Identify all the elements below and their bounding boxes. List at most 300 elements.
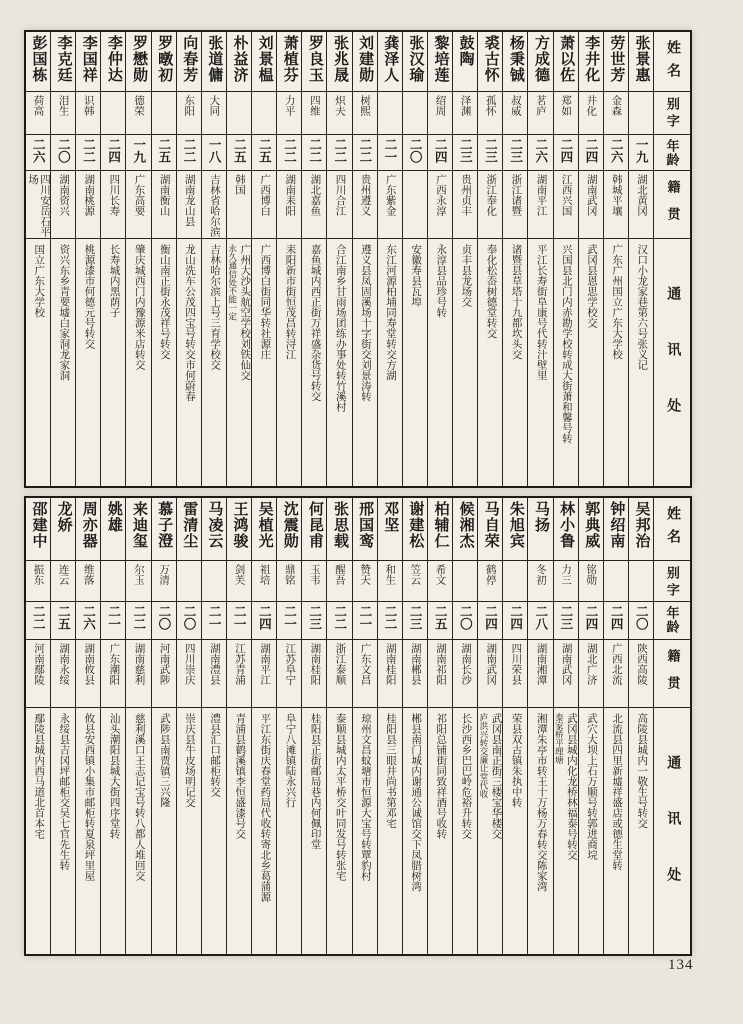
person-name: 罗良玉 [306,35,323,83]
person-name: 朱旭宾 [507,501,524,549]
native-place: 湖北黄冈 [635,174,647,216]
courtesy-name: 醒吾 [333,564,345,585]
address: 永绥县吉冈坪邮柜交吴七官先生转 [58,713,70,871]
age: 二二 [131,605,146,630]
native-place: 广西永淳 [434,174,446,216]
age: 二六 [609,138,624,163]
person-column [276,498,301,954]
age: 二六 [533,138,548,163]
person-name: 张汉瑜 [407,35,424,83]
person-name: 邵建中 [30,501,47,549]
address: 广西博白街同华转社源庄 [259,244,271,360]
age: 二二 [332,605,347,630]
column-headers [653,498,690,954]
person-column [251,32,276,486]
courtesy-name: 祖培 [258,564,270,585]
person-name: 李克廷 [55,35,72,83]
courtesy-name: 郑如 [560,95,572,116]
address: 慈利溪口王志记宝号转八都人堆回交 [133,713,145,881]
person-name: 慕子澄 [156,501,173,549]
native-place: 湖南湘潭 [535,643,547,685]
address: 湘潭朱亭市转王十万杨万春转交陈家湾 [535,713,547,892]
address: 荣县双古镇朱执中转 [510,713,522,808]
person-column [326,498,351,954]
page-number: 134 [668,957,694,973]
person-name: 李仲达 [105,35,122,83]
address: 广州大沙头航空学校刘铁仙交 永久通信处不能一定 [227,244,251,381]
age: 一八 [207,138,222,163]
courtesy-name: 井化 [585,95,597,116]
age: 二六 [31,138,46,163]
address: 高陵县城内一敬生号转交 [636,713,648,829]
age: 二一 [207,605,222,630]
person-column [125,498,150,954]
courtesy-name: 笠云 [409,564,421,585]
native-place: 广东高要 [133,174,145,216]
native-place: 广西北流 [610,643,622,685]
native-place: 湖南武冈 [585,174,597,216]
native-place: 浙江泰顺 [334,643,346,685]
person-name: 吴植光 [256,501,273,549]
person-column [50,32,75,486]
courtesy-name: 荷高 [32,95,44,116]
native-place: 河南武陟 [158,643,170,685]
courtesy-name: 玉韦 [308,564,320,585]
person-column [603,498,628,954]
courtesy-name: 泽渊 [459,95,471,116]
age: 二〇 [458,605,473,630]
person-column [26,498,50,954]
age: 二三 [307,605,322,630]
address-note: 庐洪兴转交廉让堂代收 [478,713,489,798]
address: 北流县四里新墟祥盛店或德生堂转 [611,713,623,871]
person-column [452,32,477,486]
person-name: 方成德 [532,35,549,83]
age: 二三 [408,605,423,630]
header-native-place: 籍贯 [665,649,681,703]
age: 二二 [282,138,297,163]
person-name: 龚泽人 [382,35,399,83]
person-column [100,32,125,486]
person-column [151,498,176,954]
person-column [603,32,628,486]
native-place: 湖南武冈 [560,643,572,685]
header-contact-address: 通讯处 [665,286,681,454]
courtesy-name: 连云 [57,564,69,585]
person-column [502,32,527,486]
native-place: 广西博白 [259,174,271,216]
person-column [326,32,351,486]
age: 二一 [382,138,397,163]
header-age: 年龄 [664,606,680,634]
person-name: 姚雄 [105,501,122,533]
native-place: 湖南澧县 [208,643,220,685]
address: 龙山洗车公茂四宝号转交市何蔚春 [183,244,195,402]
person-name: 罗懋勋 [130,35,147,83]
courtesy-name: 铭勋 [585,564,597,585]
age: 一九 [131,138,146,163]
native-place: 湖南桂阳 [309,643,321,685]
age: 二五 [433,605,448,630]
person-column [628,498,653,954]
courtesy-name: 维落 [82,564,94,585]
person-column [201,498,226,954]
age: 二〇 [56,138,71,163]
courtesy-name: 力三 [560,564,572,585]
courtesy-name: 孤怀 [484,95,496,116]
courtesy-name: 大同 [208,95,220,116]
native-place: 湖南永绥 [58,643,70,685]
person-column [151,32,176,486]
person-name: 萧植芬 [281,35,298,83]
person-column [553,498,578,954]
address: 东江河源柏埔同寿堂转交方湖 [384,244,396,381]
person-name: 刘景榅 [256,35,273,83]
address: 肇庆城西门内豫源米店转交 [133,244,145,370]
courtesy-name: 金森 [610,95,622,116]
age: 二〇 [156,605,171,630]
person-name: 鼓陶 [457,35,474,67]
address: 平江长寿街阜康号代转汁壁里 [535,244,547,381]
age: 二五 [56,605,71,630]
native-place: 湖南慈利 [133,643,145,685]
person-name: 杨秉铖 [507,35,524,83]
courtesy-name: 树熙 [359,95,371,116]
person-name: 张道傭 [206,35,223,83]
address: 奉化松岙树德堂转交 [485,244,497,339]
address: 桂阳县正街邮局巷内何佩印堂 [309,713,321,850]
person-name: 李井化 [583,35,600,83]
address: 武穴大坝上石万顺号转郭进商垸 [585,713,597,860]
native-place: 广东潮阳 [108,643,120,685]
person-column [226,32,251,486]
person-name: 李国祥 [80,35,97,83]
person-column [377,498,402,954]
native-place: 湖南平江 [535,174,547,216]
courtesy-name: 炽夫 [333,95,345,116]
native-place: 河南鄢陵 [32,643,44,685]
person-column [477,498,502,954]
courtesy-name: 识韩 [82,95,94,116]
person-name: 马凌云 [206,501,223,549]
person-column [176,498,201,954]
address: 诸暨县草塔十九都坎头交 [510,244,522,360]
courtesy-name: 德荣 [132,95,144,116]
person-column [427,32,452,486]
age: 二四 [483,605,498,630]
age: 二四 [508,605,523,630]
age: 二四 [558,138,573,163]
age: 二四 [106,138,121,163]
directory-table-upper [24,30,692,488]
address: 桃源漆市何德元号转交 [83,244,95,349]
age: 一九 [634,138,649,163]
age: 二〇 [181,605,196,630]
age: 二二 [307,138,322,163]
person-name: 钟绍南 [608,501,625,549]
age: 二四 [583,138,598,163]
address: 贞丰县龙场交 [460,244,472,307]
native-place: 江苏青浦 [233,643,245,685]
address: 长沙西乡巴巴岭危裕升转交 [460,713,472,839]
person-name: 张思载 [331,501,348,549]
address: 遵义县凤固溪场十字街交刘景涛转 [359,244,371,402]
age: 二三 [458,138,473,163]
address: 崇庆县牛皮场明记交 [183,713,195,808]
courtesy-name: 剑芙 [233,564,245,585]
person-column [100,498,125,954]
age: 二三 [558,605,573,630]
person-column [578,32,603,486]
person-column [402,498,427,954]
header-courtesy-name: 别字 [664,566,680,600]
age: 二四 [609,605,624,630]
native-place: 湖北嘉鱼 [309,174,321,216]
age: 二一 [232,605,247,630]
address: 衡山南正街永茂祥号转交 [158,244,170,360]
address: 郴县南门城内谢通公诚馆交下凤腊树湾 [410,713,422,892]
person-column [402,32,427,486]
address: 武冈县南正街三楼宝华楼交 庐洪兴转交廉让堂代收 [478,713,502,839]
age: 二二 [382,605,397,630]
address: 广东广州国立广东大学校 [611,244,623,360]
address: 汕头潮阳县城大街四序堂转 [108,713,120,839]
address: 泰顺县城内太平桥交叶同发号转张宅 [334,713,346,881]
courtesy-name: 和生 [384,564,396,585]
directory-table-lower [24,496,692,956]
person-name: 裘古怀 [482,35,499,83]
person-column [50,498,75,954]
courtesy-name: 东阳 [183,95,195,116]
address: 桂阳县三眼井尚书第邓宅 [384,713,396,829]
native-place: 韩国 [233,174,245,195]
address: 武陟县南贾镇三兴隆 [158,713,170,808]
age: 二四 [257,605,272,630]
courtesy-name: 希文 [434,564,446,585]
age: 二五 [257,138,272,163]
age: 二二 [31,605,46,630]
age: 二四 [433,138,448,163]
address: 嘉鱼城内西正街万祥盛杂货号转交 [309,244,321,402]
address: 攸县安西镇小集市邮柜转夏泉坪里屋 [83,713,95,881]
person-name: 王鸿骏 [231,501,248,549]
address: 琼州文昌蚊塘市恒源大宝号转覃豹村 [359,713,371,881]
age: 二一 [357,605,372,630]
header-name: 姓名 [665,506,680,552]
person-name: 候湘杰 [457,501,474,549]
person-name: 张兆晟 [331,35,348,83]
person-name: 向春芳 [181,35,198,83]
person-column [125,32,150,486]
person-name: 周亦器 [80,501,97,549]
person-name: 萧以佐 [558,35,575,83]
person-name: 马扬 [532,501,549,533]
address: 阜宁八滩镇陆永兴行 [284,713,296,808]
native-place: 江西兴国 [560,174,572,216]
person-name: 马自荣 [482,501,499,549]
courtesy-name: 鹤停 [484,564,496,585]
native-place: 四川荣县 [510,643,522,685]
header-contact-address: 通讯处 [665,755,681,923]
person-name: 吴邦治 [633,501,650,549]
native-place: 湖南桂阳 [384,643,396,685]
person-column [201,32,226,486]
age: 二五 [156,138,171,163]
courtesy-name: 振东 [32,564,44,585]
person-column [578,498,603,954]
native-place: 广东紫金 [384,174,396,216]
address: 祁阳总铺街同致祥酒号收转 [435,713,447,839]
header-native-place: 籍贯 [665,180,681,234]
address: 国立广东大学校 [33,244,45,318]
age: 二〇 [408,138,423,163]
courtesy-name: 力平 [283,95,295,116]
person-name: 邢国鸾 [357,501,374,549]
courtesy-name: 鼎铭 [283,564,295,585]
age: 二四 [583,605,598,630]
native-place: 吉林省哈尔滨 [208,174,220,237]
native-place: 湖南龙山县 [183,174,195,227]
age: 二一 [282,605,297,630]
age: 二六 [81,605,96,630]
column-headers [653,32,690,486]
address: 永淳县品珍号转 [435,244,447,318]
native-place: 浙江诸暨 [510,174,522,216]
courtesy-name: 四维 [308,95,320,116]
address: 安徽寿县瓦埠 [410,244,422,307]
header-courtesy-name: 别字 [664,97,680,131]
address: 耒阳新市街恒茂昌转浔江 [284,244,296,360]
person-column [176,32,201,486]
person-name: 黎培莲 [432,35,449,83]
native-place: 贵州遵义 [359,174,371,216]
person-name: 刘建勋 [357,35,374,83]
native-place: 陕西高陵 [635,643,647,685]
age: 二二 [181,138,196,163]
courtesy-name: 万清 [158,564,170,585]
native-place: 四川崇庆 [183,643,195,685]
person-name: 朴益济 [231,35,248,83]
courtesy-name: 茗庐 [534,95,546,116]
age: 二一 [106,605,121,630]
native-place: 湖南耒阳 [284,174,296,216]
person-column [251,498,276,954]
native-place: 湖南桃源 [83,174,95,216]
person-name: 林小鲁 [558,501,575,549]
person-column [226,498,251,954]
address: 吉林哈尔滨上号三育学校交 [209,244,221,370]
native-place: 韩城平壤 [610,174,622,216]
native-place: 湖南长沙 [460,643,472,685]
person-column [628,32,653,486]
courtesy-name: 尔玉 [132,564,144,585]
address: 资兴东乡青要墟白家洞龙家洞 [58,244,70,381]
native-place: 四川安岳石平场 [26,174,50,237]
person-name: 郭典威 [583,501,600,549]
person-column [527,32,552,486]
age: 二〇 [634,605,649,630]
person-name: 谢建松 [407,501,424,549]
person-column [352,498,377,954]
person-column [527,498,552,954]
age: 二三 [483,138,498,163]
native-place: 湖南祁阳 [434,643,446,685]
native-place: 湖南武冈 [485,643,497,685]
person-column [553,32,578,486]
native-place: 湖南平江 [259,643,271,685]
address: 澧县汇口邮柜转交 [209,713,221,797]
person-column [377,32,402,486]
address: 兴国县北门内赤勘学校转成大街萧和馨号转 [560,244,572,444]
native-place: 湖南资兴 [58,174,70,216]
person-column [427,498,452,954]
courtesy-name: 叔威 [509,95,521,116]
address: 鄢陵县城内西马道北首本宅 [33,713,45,839]
address: 长寿城内黑荫子 [108,244,120,318]
person-name: 来迪玺 [130,501,147,549]
native-place: 湖北广济 [585,643,597,685]
courtesy-name: 冬初 [534,564,546,585]
address: 汉口小龙家巷第六号张义记 [636,244,648,370]
person-name: 何昆甫 [306,501,323,549]
age: 二三 [508,138,523,163]
age: 二八 [533,605,548,630]
courtesy-name: 泪生 [57,95,69,116]
native-place: 四川长寿 [108,174,120,216]
address: 青浦县鹤溪镇李恒盛漆号交 [234,713,246,839]
address: 武冈县恩思学校交 [585,244,597,328]
header-name: 姓名 [665,40,680,86]
address-note: 泰家桥平理塘 [554,713,565,764]
person-column [352,32,377,486]
age: 二二 [332,138,347,163]
person-column [502,498,527,954]
address: 合江南乡甘雨场团练办事处转竹溪村 [334,244,346,412]
person-name: 劳世芳 [608,35,625,83]
person-name: 彭国栋 [30,35,47,83]
person-column [276,32,301,486]
person-name: 龙娇 [55,501,72,533]
person-name: 邓坚 [382,501,399,533]
native-place: 广东文昌 [359,643,371,685]
address-note: 永久通信处不能一定 [227,244,238,321]
native-place: 江苏阜宁 [284,643,296,685]
native-place: 湖南衡山 [158,174,170,216]
person-column [301,32,326,486]
person-name: 张景惠 [633,35,650,83]
person-name: 罗暾初 [156,35,173,83]
address: 平江东街庆春堂药局代收转寄北乡葛蒲源 [259,713,271,902]
person-column [75,32,100,486]
person-name: 雷清尘 [181,501,198,549]
courtesy-name: 赞天 [359,564,371,585]
age: 二五 [232,138,247,163]
person-column [26,32,50,486]
native-place: 贵州贞丰 [460,174,472,216]
person-column [477,32,502,486]
courtesy-name: 绍周 [434,95,446,116]
native-place: 四川合江 [334,174,346,216]
person-column [452,498,477,954]
native-place: 浙江奉化 [485,174,497,216]
person-column [301,498,326,954]
person-column [75,498,100,954]
header-age: 年龄 [664,139,680,167]
native-place: 湖南郴县 [409,643,421,685]
native-place: 湖南攸县 [83,643,95,685]
age: 二二 [357,138,372,163]
age: 二二 [81,138,96,163]
